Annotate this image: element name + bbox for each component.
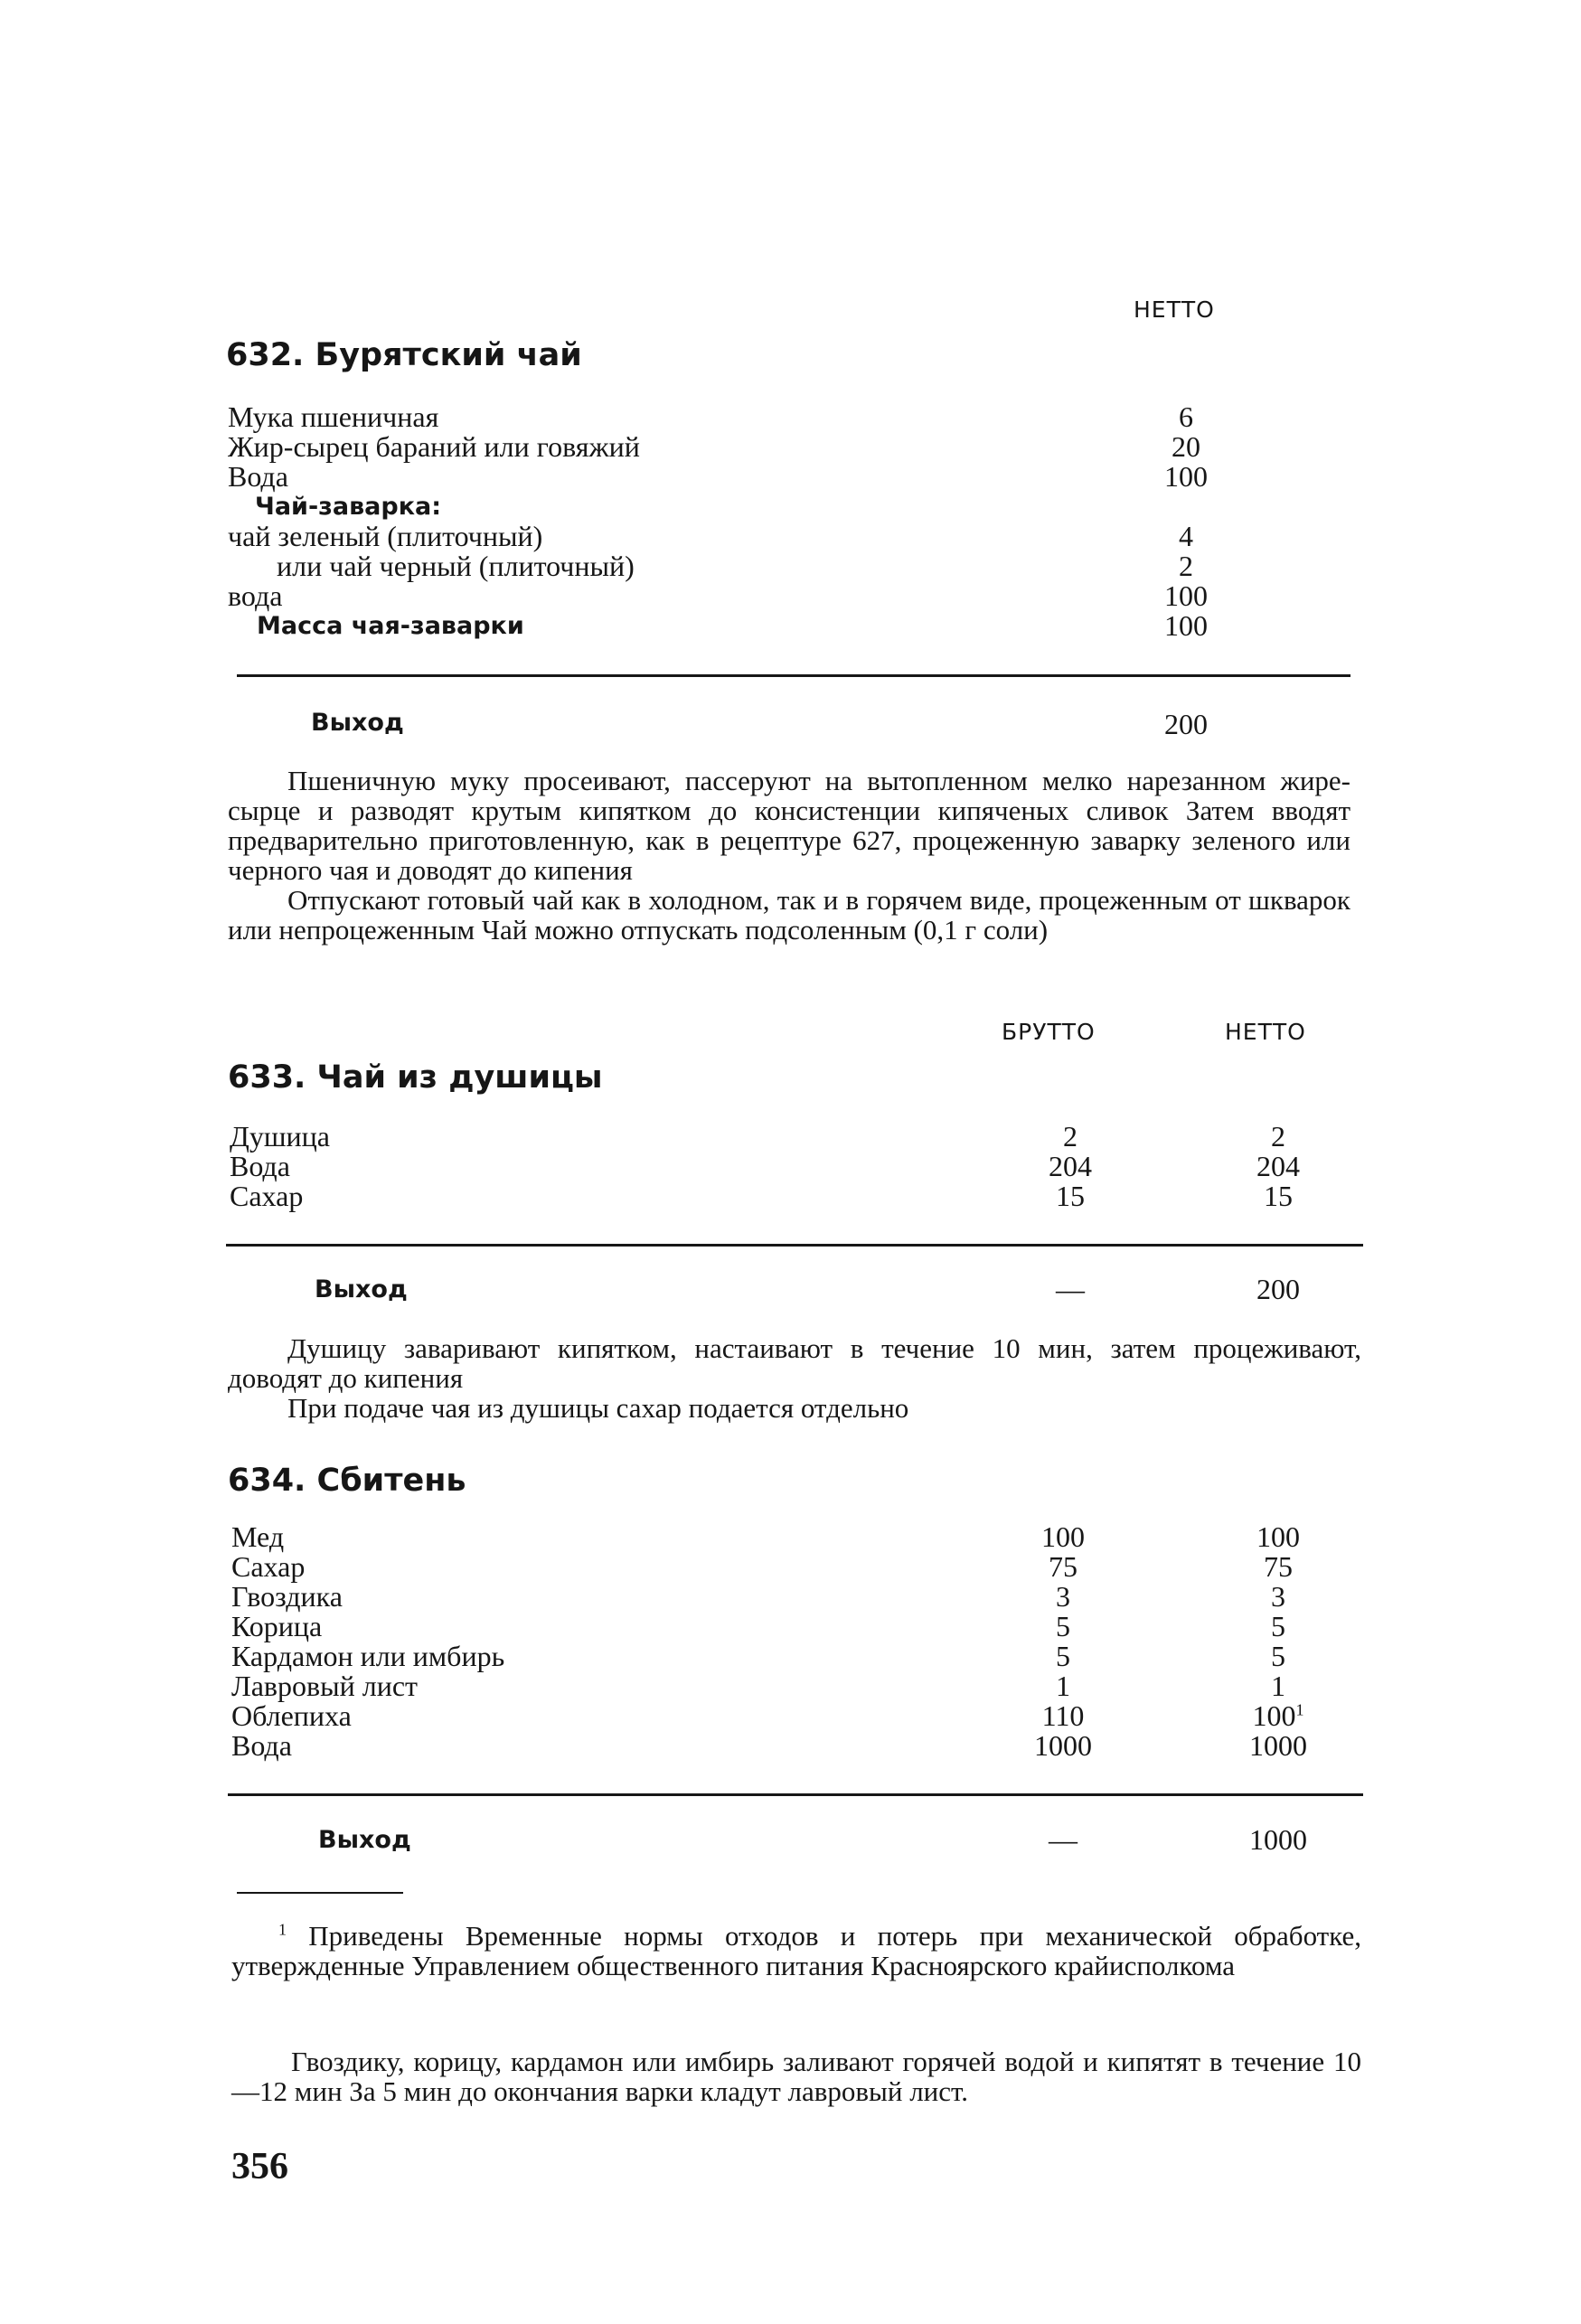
netto-value: 2 [1271,1120,1285,1153]
recipe-title: 633. Чай из душицы [228,1059,603,1096]
ingredient-name: Сахар [230,1180,304,1212]
ingredient-name: Мука пшеничная [228,400,439,433]
ingredient-name: Облепиха [231,1699,352,1732]
table-row [230,1152,1341,1181]
ingredient-name: вода [228,579,283,612]
footnote-paragraph [231,1921,1361,1981]
ingredient-name: Сахар [231,1550,306,1583]
table-rule [228,1793,1363,1796]
netto-value: 100 [1256,1520,1300,1553]
table-row [228,432,1222,462]
instructions-paragraph: Гвоздику, корицу, кардамон или имбирь заливают горячей водой и кипятят в течение 10—12 мин За 5 мин до окончания варки кладут лавровый лист. [231,2046,1361,2107]
ingredient-name: Вода [231,1729,292,1762]
instructions-text [228,766,1350,945]
brutto-value: 3 [1056,1580,1070,1613]
netto-value: 204 [1256,1150,1300,1182]
netto-number: 100 [1252,1699,1296,1732]
brutto-value: 5 [1056,1610,1070,1642]
ingredient-name: Вода [230,1150,290,1182]
instructions-paragraph: При подаче чая из душицы сахар подается отдельно [287,1392,909,1424]
yield-brutto: — [1056,1273,1085,1305]
yield-label: Выход [315,1275,408,1303]
brutto-value: 204 [1049,1150,1092,1182]
brutto-value: 1000 [1034,1729,1092,1762]
yield-brutto: — [1049,1823,1078,1856]
brutto-value: 15 [1056,1180,1085,1212]
table-row [231,1582,1343,1612]
table-row [231,1612,1343,1642]
ingredient-name: Кардамон или имбирь [231,1640,505,1672]
instructions-text [231,2046,1361,2106]
table-row [228,581,1222,611]
ingredient-name: или чай черный (плиточный) [277,550,635,582]
brutto-value: 75 [1049,1550,1078,1583]
recipe-title: 632. Бурятский чай [226,337,582,373]
footnote-text: Приведены Временные нормы отходов и потерь при механической обработке, утвержденные Управлением общественного питания Красноярского крайисполкома [231,1920,1362,1981]
netto-value: 1 [1271,1670,1285,1702]
brutto-value: 1 [1056,1670,1070,1702]
netto-value: 3 [1271,1580,1285,1613]
yield-netto: 200 [1164,708,1208,740]
table-row [228,402,1222,432]
ingredient-name: Мед [231,1520,285,1553]
table-row [228,551,1222,581]
subsection-label: Чай-заварка: [255,493,442,521]
netto-value: 100 [1164,579,1208,612]
table-row [231,1552,1343,1582]
recipe-title: 634. Сбитень [228,1463,466,1499]
table-row [228,611,1222,641]
netto-value: 1000 [1249,1729,1307,1762]
table-row [231,1522,1343,1552]
column-header-netto: НЕТТО [1134,296,1215,323]
instructions-paragraph: Душицу заваривают кипятком, настаивают в течение 10 мин, затем процеживают, доводят до кипения [228,1332,1361,1394]
column-header-brutto: БРУТТО [1002,1019,1096,1045]
column-header-netto: НЕТТО [1225,1019,1306,1045]
netto-value: 4 [1179,520,1193,552]
table-row [231,1731,1343,1761]
footnote-marker: 1 [1295,1700,1304,1719]
instructions-paragraph: Пшеничную муку просеивают, пассеруют на вытопленном мелко нарезанном жире-сырце и разводят крутым кипятком до консистенции кипяченых сливок Затем вводят предварительно приготовленную, как в рецептуре 627, процеженную заварку зеленого или черного чая и доводят до кипения [228,765,1350,886]
brutto-value: 5 [1056,1640,1070,1672]
ingredient-name: Масса чая-заварки [257,612,524,640]
ingredient-name: чай зеленый (плиточный) [228,520,543,552]
ingredient-name: Корица [231,1610,323,1642]
ingredient-name: Жир-сырец бараний или говяжий [228,430,640,463]
footnote [231,1921,1361,1981]
netto-value: 20 [1172,430,1200,463]
netto-value: 100 [1164,460,1208,493]
footnote-separator [237,1892,403,1894]
ingredient-name: Лавровый лист [231,1670,419,1702]
netto-value [1233,1701,1323,1731]
netto-value: 75 [1264,1550,1293,1583]
brutto-value: 110 [1041,1699,1085,1732]
netto-value: 100 [1164,609,1208,642]
yield-label: Выход [318,1826,411,1854]
ingredient-name: Вода [228,460,288,493]
yield-label: Выход [311,709,404,737]
table-row [255,492,1222,522]
table-row [231,1671,1343,1701]
table-row [230,1122,1341,1152]
instructions-paragraph: Отпускают готовый чай как в холодном, так и в горячем виде, процеженным от шкварок или непроцеженным Чай можно отпускать подсоленным (0,1 г соли) [228,884,1350,946]
netto-value: 2 [1179,550,1193,582]
ingredient-name: Гвоздика [231,1580,343,1613]
netto-value: 15 [1264,1180,1293,1212]
yield-netto: 1000 [1249,1823,1307,1856]
brutto-value: 2 [1063,1120,1078,1153]
table-rule [226,1244,1363,1247]
instructions-text [228,1333,1361,1423]
netto-value: 5 [1271,1610,1285,1642]
brutto-value: 100 [1041,1520,1085,1553]
table-row [231,1642,1343,1671]
yield-netto: 200 [1256,1273,1300,1305]
ingredient-name: Душица [230,1120,330,1153]
table-row [231,1701,1343,1731]
table-rule [237,674,1350,677]
netto-value: 6 [1179,400,1193,433]
table-row [228,462,1222,492]
netto-value: 5 [1271,1640,1285,1672]
footnote-marker: 1 [278,1920,287,1939]
page-number: 356 [231,2146,288,2188]
table-row [228,522,1222,551]
table-row [230,1181,1341,1211]
